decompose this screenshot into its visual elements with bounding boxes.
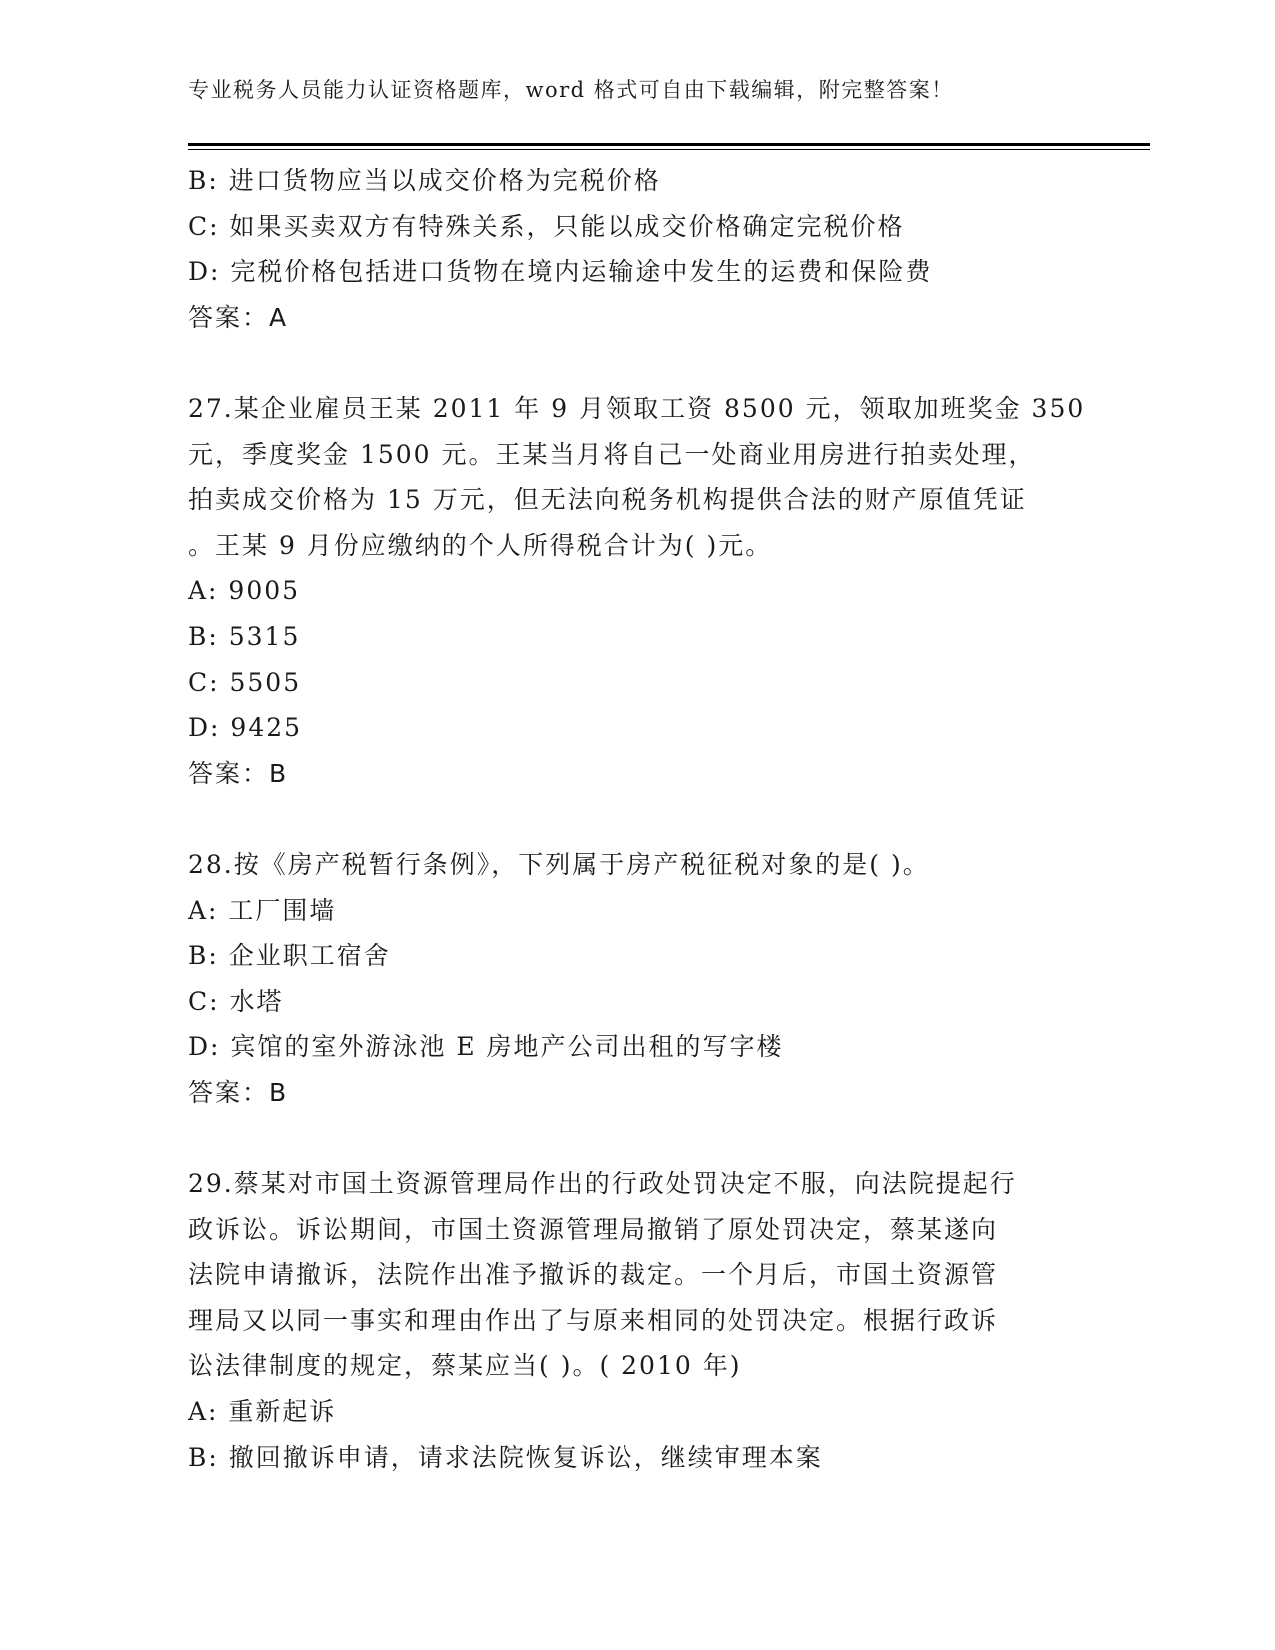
header-rule-thick [188,143,1150,146]
option-line: B: 撤回撤诉申请，请求法院恢复诉讼，继续审理本案 [188,1442,823,1472]
question-line: 讼法律制度的规定，蔡某应当( )。( 2010 年) [188,1351,742,1381]
block-spacer [188,340,1088,386]
block-spacer [188,1115,1088,1161]
question-block [188,386,1088,796]
option-line: D: 完税价格包括进口货物在境内运输途中发生的运费和保险费 [188,257,933,287]
question-block [188,158,1088,340]
question-line: 27.某企业雇员王某 2011 年 9 月领取工资 8500 元，领取加班奖金 350 [188,393,1086,423]
option-line: C: 如果买卖双方有特殊关系，只能以成交价格确定完税价格 [188,211,905,241]
answer-line: 答案：A [188,302,289,332]
answer-line: 答案：B [188,1077,289,1107]
question-block [188,1161,1088,1480]
question-content [188,158,1088,1480]
question-line: 元，季度奖金 1500 元。王某当月将自己一处商业用房进行拍卖处理， [188,439,1036,469]
question-line: 拍卖成交价格为 15 万元，但无法向税务机构提供合法的财产原值凭证 [188,485,1027,515]
option-line: C: 5505 [188,667,302,697]
question-line: 28.按《房产税暂行条例》，下列属于房产税征税对象的是( )。 [188,849,930,879]
option-line: B: 5315 [188,621,301,651]
question-line: 政诉讼。诉讼期间，市国土资源管理局撤销了原处罚决定，蔡某遂向 [188,1214,999,1244]
block-spacer [188,796,1088,842]
option-line: A: 工厂围墙 [188,895,337,925]
answer-line: 答案：B [188,758,289,788]
header-rule-thin [188,149,1150,150]
page-header: 专业税务人员能力认证资格题库，word 格式可自由下载编辑，附完整答案！ [188,78,954,102]
question-line: 法院申请撤诉，法院作出准予撤诉的裁定。一个月后，市国土资源管 [188,1260,999,1290]
option-line: D: 宾馆的室外游泳池 E 房地产公司出租的写字楼 [188,1032,784,1062]
option-line: A: 重新起诉 [188,1397,337,1427]
question-line: 理局又以同一事实和理由作出了与原来相同的处罚决定。根据行政诉 [188,1305,999,1335]
option-line: C: 水塔 [188,986,284,1016]
question-line: 29.蔡某对市国土资源管理局作出的行政处罚决定不服，向法院提起行 [188,1169,1017,1199]
question-line: 。王某 9 月份应缴纳的个人所得税合计为( )元。 [188,530,773,560]
option-line: B: 企业职工宿舍 [188,941,391,971]
option-line: B: 进口货物应当以成交价格为完税价格 [188,166,661,195]
option-line: A: 9005 [188,576,301,606]
option-line: D: 9425 [188,713,303,743]
question-block [188,842,1088,1116]
